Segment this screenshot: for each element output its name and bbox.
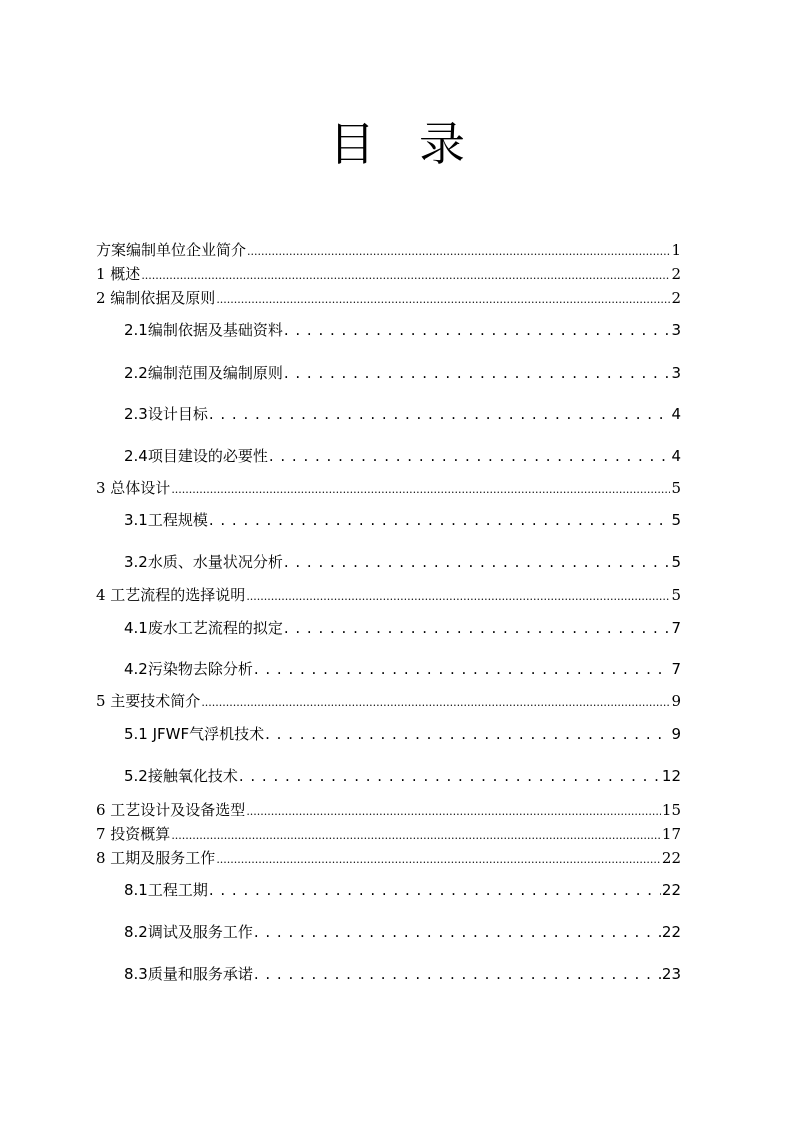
- toc-dot-leader: [265, 722, 670, 746]
- toc-dot-leader: [284, 550, 671, 574]
- toc-entry[interactable]: [96, 584, 681, 606]
- toc-entry-label: 5.1 JFWF气浮机技术: [124, 725, 265, 743]
- toc-entry-label: 3 总体设计: [96, 479, 171, 497]
- toc-entry-label: 5.2接触氧化技术: [124, 767, 238, 785]
- toc-dot-leader: [284, 616, 671, 640]
- toc-entry-label: 2 编制依据及原则: [96, 289, 216, 307]
- toc-page-number: 7: [671, 660, 681, 678]
- toc-page-number: 2: [671, 289, 681, 307]
- toc-entry[interactable]: [124, 962, 681, 986]
- toc-entry[interactable]: [124, 878, 681, 902]
- toc-dot-leader: [254, 657, 671, 681]
- toc-page-number: 23: [661, 965, 681, 983]
- toc-entry[interactable]: [124, 361, 681, 385]
- toc-page-number: 7: [671, 619, 681, 637]
- page-title: 目录: [329, 117, 509, 171]
- toc-entry[interactable]: [96, 847, 681, 869]
- toc-entry-label: 5 主要技术简介: [96, 692, 201, 710]
- toc-page-number: 5: [671, 479, 681, 497]
- toc-entry[interactable]: [96, 823, 681, 845]
- toc-entry[interactable]: [96, 263, 681, 285]
- toc-page-number: 9: [671, 725, 681, 743]
- toc-dot-leader: [216, 287, 670, 309]
- toc-page-number: 1: [671, 241, 681, 259]
- toc-dot-leader: [171, 477, 670, 499]
- toc-dot-leader: [239, 764, 661, 788]
- toc-entry[interactable]: [124, 657, 681, 681]
- toc-page-number: 22: [661, 881, 681, 899]
- toc-entry-label: 6 工艺设计及设备选型: [96, 801, 246, 819]
- toc-dot-leader: [141, 263, 670, 285]
- toc-entry[interactable]: [124, 550, 681, 574]
- toc-entry[interactable]: [124, 616, 681, 640]
- toc-entry-label: 1 概述: [96, 265, 141, 283]
- toc-entry-label: 8.3质量和服务承诺: [124, 965, 253, 983]
- toc-page-number: 5: [671, 586, 681, 604]
- toc-dot-leader: [284, 361, 671, 385]
- toc-page-number: 4: [671, 405, 681, 423]
- toc-entry[interactable]: [124, 402, 681, 426]
- toc-dot-leader: [284, 318, 671, 342]
- toc-entry-label: 4.2污染物去除分析: [124, 660, 253, 678]
- toc-entry-label: 2.1编制依据及基础资料: [124, 321, 283, 339]
- toc-entry-label: 8.2调试及服务工作: [124, 923, 253, 941]
- toc-page-number: 9: [671, 692, 681, 710]
- toc-entry-label: 方案编制单位企业简介: [96, 241, 247, 259]
- toc-page-number: 4: [671, 447, 681, 465]
- toc-dot-leader: [246, 584, 670, 606]
- toc-entry[interactable]: [124, 508, 681, 532]
- toc-entry-label: 2.3设计目标: [124, 405, 208, 423]
- toc-page-number: 17: [661, 825, 681, 843]
- toc-page-number: 2: [671, 265, 681, 283]
- toc-page-number: 3: [671, 321, 681, 339]
- toc-page-number: 15: [661, 801, 681, 819]
- toc-dot-leader: [246, 799, 661, 821]
- toc-page-number: 5: [671, 553, 681, 571]
- toc-dot-leader: [269, 444, 671, 468]
- toc-entry-label: 8 工期及服务工作: [96, 849, 216, 867]
- toc-page-number: 5: [671, 511, 681, 529]
- toc-dot-leader: [209, 508, 671, 532]
- toc-page-number: 3: [671, 364, 681, 382]
- toc-entry[interactable]: [124, 722, 681, 746]
- toc-dot-leader: [209, 878, 661, 902]
- toc-page-number: 22: [661, 849, 681, 867]
- toc-entry[interactable]: [124, 764, 681, 788]
- toc-entry-label: 7 投资概算: [96, 825, 171, 843]
- toc-entry[interactable]: [124, 444, 681, 468]
- toc-entry-label: 4 工艺流程的选择说明: [96, 586, 246, 604]
- toc-dot-leader: [247, 239, 670, 261]
- toc-entry[interactable]: [96, 477, 681, 499]
- toc-entry-label: 2.2编制范围及编制原则: [124, 364, 283, 382]
- toc-entry[interactable]: [124, 318, 681, 342]
- toc-dot-leader: [254, 962, 661, 986]
- toc-entry[interactable]: [96, 287, 681, 309]
- toc-entry-label: 2.4项目建设的必要性: [124, 447, 268, 465]
- toc-entry[interactable]: [124, 920, 681, 944]
- toc-page-number: 22: [661, 923, 681, 941]
- toc-entry[interactable]: [96, 799, 681, 821]
- toc-entry-label: 4.1废水工艺流程的拟定: [124, 619, 283, 637]
- toc-dot-leader: [171, 823, 661, 845]
- toc-page-number: 12: [661, 767, 681, 785]
- toc-dot-leader: [254, 920, 661, 944]
- toc-entry-label: 3.2水质、水量状况分析: [124, 553, 283, 571]
- toc-entry[interactable]: [96, 239, 681, 261]
- toc-dot-leader: [209, 402, 671, 426]
- toc-entry-label: 8.1工程工期: [124, 881, 208, 899]
- toc-dot-leader: [216, 847, 661, 869]
- toc-entry[interactable]: [96, 690, 681, 712]
- toc-dot-leader: [201, 690, 670, 712]
- toc-entry-label: 3.1工程规模: [124, 511, 208, 529]
